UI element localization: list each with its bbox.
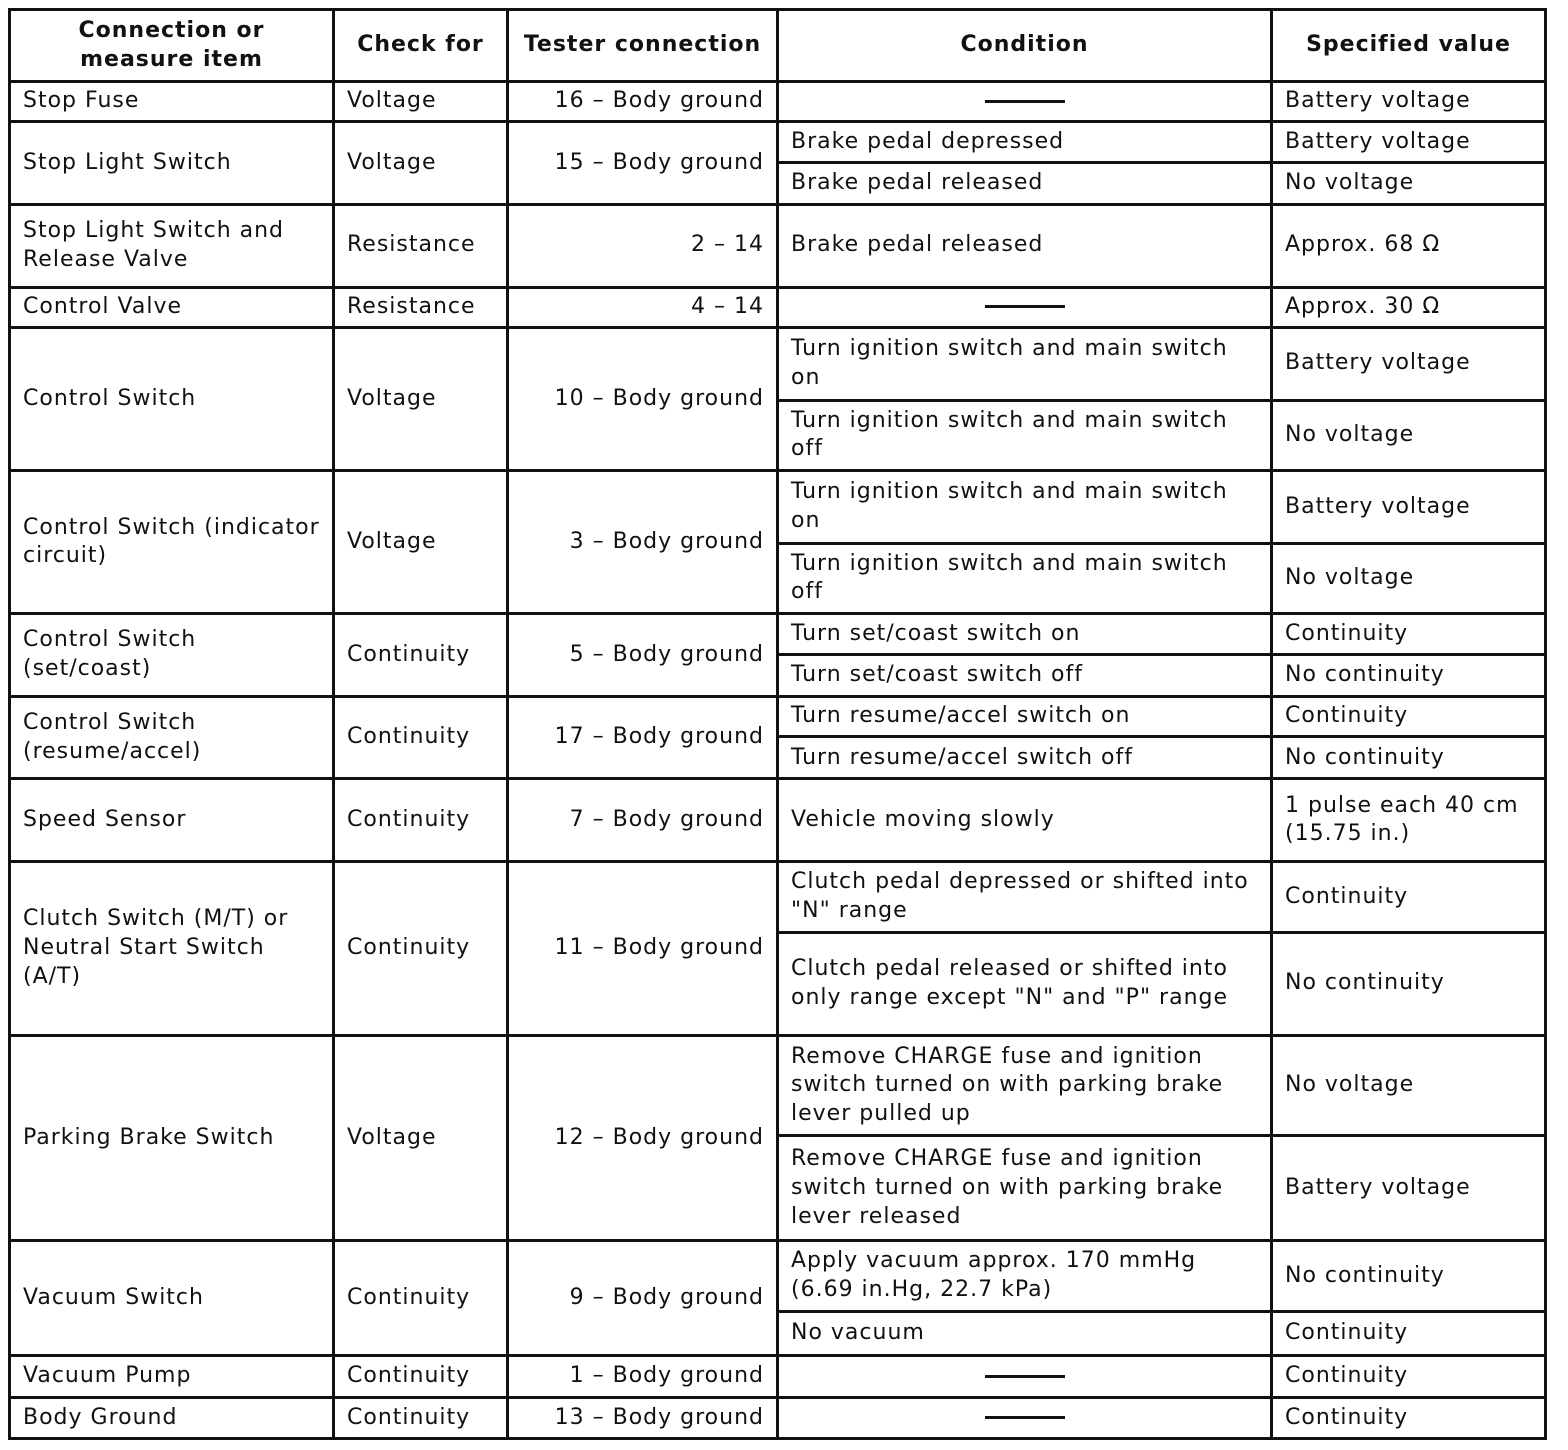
- cell-tester: 3 – Body ground: [508, 471, 778, 614]
- cell-check: Continuity: [334, 862, 508, 1035]
- cell-condition: Turn ignition switch and main switch off: [778, 543, 1272, 614]
- cell-condition: [778, 287, 1272, 327]
- cell-value: Continuity: [1272, 614, 1546, 654]
- header-item: Connection or measure item: [10, 10, 334, 82]
- table-row: [10, 696, 1546, 736]
- cell-condition: [778, 1398, 1272, 1439]
- cell-value: Battery voltage: [1272, 82, 1546, 122]
- table-row: [10, 1356, 1546, 1398]
- cell-value: No continuity: [1272, 737, 1546, 779]
- cell-value: Continuity: [1272, 1356, 1546, 1398]
- cell-condition: Turn set/coast switch on: [778, 614, 1272, 654]
- cell-item: Body Ground: [10, 1398, 334, 1439]
- cell-tester: 15 – Body ground: [508, 122, 778, 205]
- table-row: [10, 471, 1546, 544]
- cell-check: Continuity: [334, 614, 508, 697]
- cell-condition: Brake pedal depressed: [778, 122, 1272, 162]
- cell-value: No continuity: [1272, 1241, 1546, 1312]
- cell-value: Battery voltage: [1272, 327, 1546, 400]
- table-row: [10, 862, 1546, 933]
- dash-placeholder: [985, 100, 1065, 103]
- cell-condition: Remove CHARGE fuse and ignition switch turned on with parking brake lever pulled up: [778, 1035, 1272, 1136]
- cell-tester: 13 – Body ground: [508, 1398, 778, 1439]
- cell-condition: Clutch pedal released or shifted into only range except "N" and "P" range: [778, 932, 1272, 1035]
- cell-condition: Clutch pedal depressed or shifted into "N" range: [778, 862, 1272, 933]
- cell-condition: Turn resume/accel switch off: [778, 737, 1272, 779]
- cell-check: Voltage: [334, 1035, 508, 1241]
- cell-value: No continuity: [1272, 654, 1546, 696]
- dash-placeholder: [985, 1375, 1065, 1378]
- cell-item: Parking Brake Switch: [10, 1035, 334, 1241]
- cell-value: Continuity: [1272, 1311, 1546, 1355]
- cell-condition: Brake pedal released: [778, 204, 1272, 287]
- cell-tester: 17 – Body ground: [508, 696, 778, 779]
- cell-item: Vacuum Pump: [10, 1356, 334, 1398]
- cell-condition: Remove CHARGE fuse and ignition switch turned on with parking brake lever released: [778, 1136, 1272, 1241]
- cell-condition: Vehicle moving slowly: [778, 779, 1272, 862]
- table-row: [10, 122, 1546, 162]
- cell-item: Control Switch (indicator circuit): [10, 471, 334, 614]
- cell-value: No continuity: [1272, 932, 1546, 1035]
- cell-check: Resistance: [334, 204, 508, 287]
- table-row: [10, 287, 1546, 327]
- cell-condition: Turn ignition switch and main switch off: [778, 400, 1272, 471]
- header-check: Check for: [334, 10, 508, 82]
- dash-placeholder: [985, 305, 1065, 308]
- cell-item: Control Switch: [10, 327, 334, 470]
- header-condition: Condition: [778, 10, 1272, 82]
- cell-tester: 10 – Body ground: [508, 327, 778, 470]
- cell-condition: Turn ignition switch and main switch on: [778, 327, 1272, 400]
- table-row: [10, 82, 1546, 122]
- cell-value: No voltage: [1272, 162, 1546, 204]
- cell-tester: 4 – 14: [508, 287, 778, 327]
- cell-check: Voltage: [334, 327, 508, 470]
- cell-item: Control Valve: [10, 287, 334, 327]
- cell-item: Control Switch (resume/accel): [10, 696, 334, 779]
- cell-check: Voltage: [334, 122, 508, 205]
- cell-item: Stop Light Switch: [10, 122, 334, 205]
- inspection-table: [8, 8, 1547, 1440]
- cell-tester: 5 – Body ground: [508, 614, 778, 697]
- cell-item: Stop Fuse: [10, 82, 334, 122]
- header-row: [10, 10, 1546, 82]
- table-row: [10, 614, 1546, 654]
- table-row: [10, 1035, 1546, 1136]
- cell-value: No voltage: [1272, 1035, 1546, 1136]
- cell-check: Voltage: [334, 82, 508, 122]
- cell-item: Vacuum Switch: [10, 1241, 334, 1356]
- cell-tester: 7 – Body ground: [508, 779, 778, 862]
- cell-value: 1 pulse each 40 cm (15.75 in.): [1272, 779, 1546, 862]
- cell-tester: 1 – Body ground: [508, 1356, 778, 1398]
- cell-tester: 11 – Body ground: [508, 862, 778, 1035]
- table-row: [10, 327, 1546, 400]
- cell-tester: 12 – Body ground: [508, 1035, 778, 1241]
- table-row: [10, 779, 1546, 862]
- cell-value: Continuity: [1272, 862, 1546, 933]
- cell-tester: 9 – Body ground: [508, 1241, 778, 1356]
- cell-value: No voltage: [1272, 543, 1546, 614]
- cell-condition: Apply vacuum approx. 170 mmHg (6.69 in.Hg, 22.7 kPa): [778, 1241, 1272, 1312]
- cell-tester: 2 – 14: [508, 204, 778, 287]
- cell-tester: 16 – Body ground: [508, 82, 778, 122]
- cell-value: Battery voltage: [1272, 122, 1546, 162]
- dash-placeholder: [985, 1416, 1065, 1419]
- header-value: Specified value: [1272, 10, 1546, 82]
- cell-condition: Turn ignition switch and main switch on: [778, 471, 1272, 544]
- cell-check: Continuity: [334, 1356, 508, 1398]
- cell-condition: Brake pedal released: [778, 162, 1272, 204]
- cell-check: Continuity: [334, 1398, 508, 1439]
- cell-condition: [778, 82, 1272, 122]
- cell-item: Stop Light Switch and Release Valve: [10, 204, 334, 287]
- cell-condition: Turn set/coast switch off: [778, 654, 1272, 696]
- cell-check: Voltage: [334, 471, 508, 614]
- cell-item: Control Switch (set/coast): [10, 614, 334, 697]
- header-tester: Tester connection: [508, 10, 778, 82]
- cell-item: Speed Sensor: [10, 779, 334, 862]
- cell-check: Continuity: [334, 1241, 508, 1356]
- cell-condition: [778, 1356, 1272, 1398]
- cell-value: Battery voltage: [1272, 1136, 1546, 1241]
- cell-value: Continuity: [1272, 1398, 1546, 1439]
- table-body: [10, 82, 1546, 1439]
- cell-condition: No vacuum: [778, 1311, 1272, 1355]
- cell-value: Approx. 68 Ω: [1272, 204, 1546, 287]
- cell-item: Clutch Switch (M/T) or Neutral Start Switch (A/T): [10, 862, 334, 1035]
- table-row: [10, 1241, 1546, 1312]
- cell-value: No voltage: [1272, 400, 1546, 471]
- table-row: [10, 204, 1546, 287]
- table-row: [10, 1398, 1546, 1439]
- cell-condition: Turn resume/accel switch on: [778, 696, 1272, 736]
- cell-value: Approx. 30 Ω: [1272, 287, 1546, 327]
- cell-check: Resistance: [334, 287, 508, 327]
- cell-value: Continuity: [1272, 696, 1546, 736]
- cell-value: Battery voltage: [1272, 471, 1546, 544]
- cell-check: Continuity: [334, 696, 508, 779]
- cell-check: Continuity: [334, 779, 508, 862]
